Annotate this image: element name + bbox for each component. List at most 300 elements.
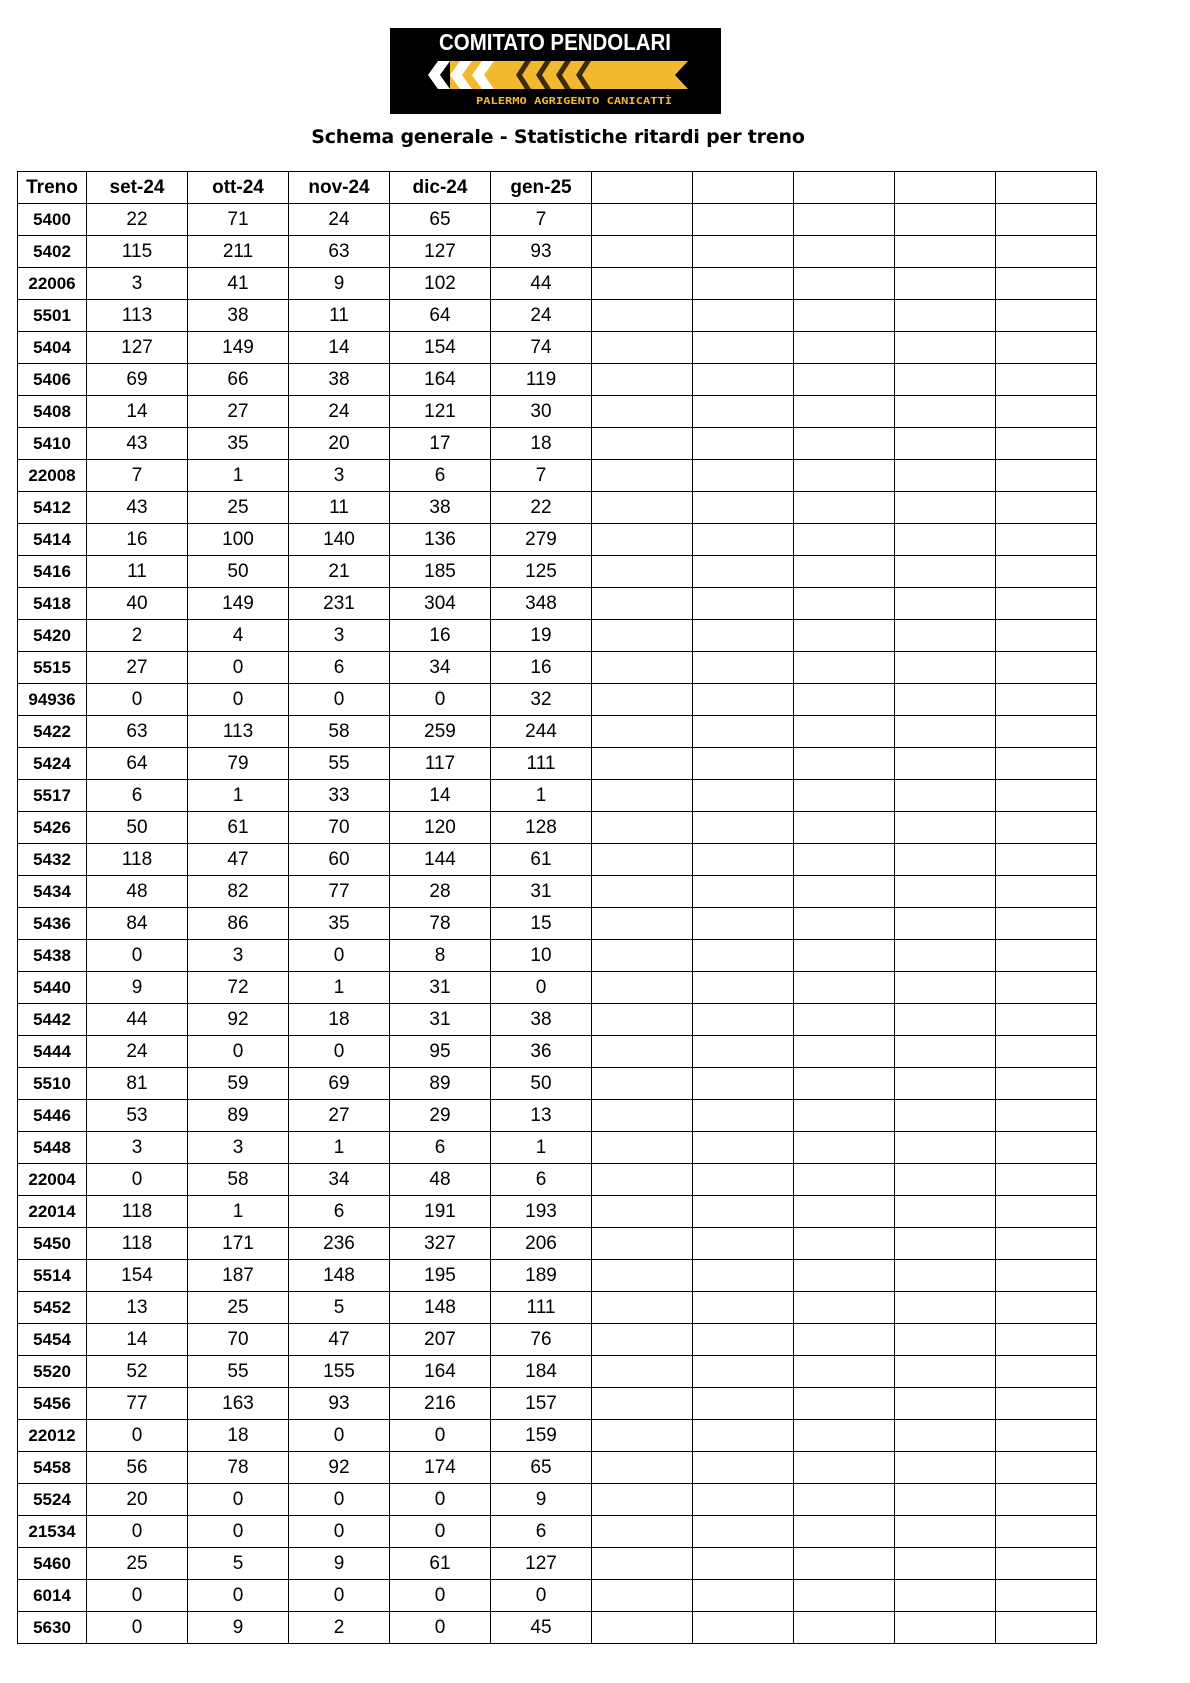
empty-cell (895, 1580, 996, 1612)
delay-cell-ott-24: 0 (188, 684, 289, 716)
table-row (18, 1484, 1097, 1516)
empty-cell (794, 908, 895, 940)
empty-cell (592, 1228, 693, 1260)
delay-cell-ott-24: 86 (188, 908, 289, 940)
delay-cell-ott-24: 25 (188, 492, 289, 524)
delay-cell-gen-25: 7 (491, 204, 592, 236)
empty-cell (895, 396, 996, 428)
delay-cell-dic-24: 121 (390, 396, 491, 428)
empty-cell (996, 1356, 1097, 1388)
delay-cell-dic-24: 38 (390, 492, 491, 524)
delay-cell-gen-25: 19 (491, 620, 592, 652)
empty-cell (592, 1260, 693, 1292)
train-number-cell: 5416 (18, 556, 87, 588)
delay-cell-set-24: 27 (87, 652, 188, 684)
delay-cell-dic-24: 48 (390, 1164, 491, 1196)
empty-cell (996, 1388, 1097, 1420)
empty-cell (794, 1580, 895, 1612)
empty-cell (592, 620, 693, 652)
delay-cell-ott-24: 0 (188, 1580, 289, 1612)
delay-cell-nov-24: 5 (289, 1292, 390, 1324)
delay-cell-set-24: 3 (87, 1132, 188, 1164)
delay-cell-dic-24: 0 (390, 1516, 491, 1548)
empty-cell (693, 1452, 794, 1484)
empty-cell (794, 556, 895, 588)
delay-cell-dic-24: 0 (390, 1484, 491, 1516)
empty-cell (794, 1388, 895, 1420)
train-number-cell: 5406 (18, 364, 87, 396)
empty-cell (693, 1324, 794, 1356)
train-number-cell: 5424 (18, 748, 87, 780)
table-row (18, 396, 1097, 428)
empty-cell (693, 1260, 794, 1292)
train-number-cell: 5520 (18, 1356, 87, 1388)
empty-cell (592, 204, 693, 236)
empty-cell (693, 748, 794, 780)
empty-cell (794, 268, 895, 300)
delay-cell-nov-24: 60 (289, 844, 390, 876)
train-number-cell: 5444 (18, 1036, 87, 1068)
empty-cell (794, 876, 895, 908)
table-row (18, 1068, 1097, 1100)
delay-cell-dic-24: 31 (390, 1004, 491, 1036)
empty-cell (794, 588, 895, 620)
empty-cell (592, 1292, 693, 1324)
delay-cell-nov-24: 58 (289, 716, 390, 748)
empty-cell (693, 236, 794, 268)
delay-cell-dic-24: 127 (390, 236, 491, 268)
train-number-cell: 5514 (18, 1260, 87, 1292)
train-number-cell: 5404 (18, 332, 87, 364)
delay-cell-gen-25: 50 (491, 1068, 592, 1100)
delay-cell-ott-24: 9 (188, 1612, 289, 1644)
empty-cell (592, 844, 693, 876)
delay-cell-gen-25: 15 (491, 908, 592, 940)
delay-cell-dic-24: 174 (390, 1452, 491, 1484)
empty-cell (592, 1164, 693, 1196)
delay-cell-gen-25: 1 (491, 1132, 592, 1164)
delay-cell-ott-24: 149 (188, 332, 289, 364)
delay-cell-gen-25: 6 (491, 1164, 592, 1196)
table-row (18, 1036, 1097, 1068)
delay-cell-set-24: 25 (87, 1548, 188, 1580)
empty-cell (693, 268, 794, 300)
header-dic-24: dic-24 (390, 172, 491, 204)
delay-cell-ott-24: 0 (188, 1036, 289, 1068)
table-row (18, 1452, 1097, 1484)
delay-cell-ott-24: 171 (188, 1228, 289, 1260)
empty-cell (895, 1228, 996, 1260)
delay-cell-dic-24: 117 (390, 748, 491, 780)
train-number-cell: 5426 (18, 812, 87, 844)
empty-cell (592, 1196, 693, 1228)
delay-cell-gen-25: 206 (491, 1228, 592, 1260)
train-number-cell: 5456 (18, 1388, 87, 1420)
train-number-cell: 5450 (18, 1228, 87, 1260)
delay-cell-gen-25: 31 (491, 876, 592, 908)
delay-cell-ott-24: 79 (188, 748, 289, 780)
delay-cell-nov-24: 69 (289, 1068, 390, 1100)
delay-cell-nov-24: 77 (289, 876, 390, 908)
delay-cell-nov-24: 38 (289, 364, 390, 396)
empty-cell (895, 1388, 996, 1420)
delay-cell-set-24: 81 (87, 1068, 188, 1100)
delay-cell-set-24: 24 (87, 1036, 188, 1068)
delay-cell-set-24: 43 (87, 492, 188, 524)
empty-cell (592, 1516, 693, 1548)
empty-cell (592, 876, 693, 908)
delay-cell-gen-25: 111 (491, 748, 592, 780)
empty-cell (592, 460, 693, 492)
delay-cell-gen-25: 157 (491, 1388, 592, 1420)
empty-cell (693, 1580, 794, 1612)
delay-cell-ott-24: 187 (188, 1260, 289, 1292)
empty-cell (996, 396, 1097, 428)
train-number-cell: 5454 (18, 1324, 87, 1356)
delay-cell-set-24: 84 (87, 908, 188, 940)
delay-cell-nov-24: 3 (289, 460, 390, 492)
train-number-cell: 5442 (18, 1004, 87, 1036)
delay-cell-nov-24: 2 (289, 1612, 390, 1644)
empty-cell (592, 1036, 693, 1068)
empty-cell (693, 940, 794, 972)
table-row (18, 780, 1097, 812)
delay-cell-gen-25: 38 (491, 1004, 592, 1036)
empty-cell (895, 460, 996, 492)
empty-cell (794, 1420, 895, 1452)
train-number-cell: 5402 (18, 236, 87, 268)
empty-cell (693, 1164, 794, 1196)
logo-title: COMITATO PENDOLARI (439, 29, 671, 55)
empty-cell (996, 1228, 1097, 1260)
empty-cell (592, 492, 693, 524)
empty-cell (895, 844, 996, 876)
empty-cell (794, 1164, 895, 1196)
empty-cell (794, 780, 895, 812)
empty-cell (592, 1580, 693, 1612)
delay-cell-dic-24: 28 (390, 876, 491, 908)
delay-cell-dic-24: 8 (390, 940, 491, 972)
delay-cell-ott-24: 211 (188, 236, 289, 268)
train-number-cell: 5630 (18, 1612, 87, 1644)
delay-cell-ott-24: 149 (188, 588, 289, 620)
empty-cell (996, 652, 1097, 684)
delay-cell-ott-24: 5 (188, 1548, 289, 1580)
delay-cell-nov-24: 0 (289, 1036, 390, 1068)
empty-cell (592, 556, 693, 588)
empty-cell (895, 556, 996, 588)
delay-cell-set-24: 50 (87, 812, 188, 844)
empty-cell (693, 396, 794, 428)
empty-cell (592, 524, 693, 556)
table-row (18, 460, 1097, 492)
train-number-cell: 5400 (18, 204, 87, 236)
delay-cell-set-24: 154 (87, 1260, 188, 1292)
delay-cell-set-24: 44 (87, 1004, 188, 1036)
empty-cell (996, 940, 1097, 972)
delay-cell-gen-25: 9 (491, 1484, 592, 1516)
empty-cell (996, 844, 1097, 876)
delay-cell-nov-24: 20 (289, 428, 390, 460)
table-row (18, 556, 1097, 588)
delay-cell-set-24: 22 (87, 204, 188, 236)
delay-statistics-table (17, 171, 1097, 1644)
delay-cell-set-24: 0 (87, 684, 188, 716)
train-number-cell: 22006 (18, 268, 87, 300)
train-number-cell: 5517 (18, 780, 87, 812)
table-row (18, 876, 1097, 908)
delay-cell-dic-24: 195 (390, 1260, 491, 1292)
delay-cell-set-24: 0 (87, 1612, 188, 1644)
delay-cell-dic-24: 14 (390, 780, 491, 812)
delay-cell-nov-24: 0 (289, 1580, 390, 1612)
empty-cell (895, 1324, 996, 1356)
empty-cell (592, 1132, 693, 1164)
train-number-cell: 5524 (18, 1484, 87, 1516)
empty-cell (693, 1228, 794, 1260)
delay-cell-dic-24: 0 (390, 1612, 491, 1644)
empty-cell (592, 684, 693, 716)
delay-cell-dic-24: 185 (390, 556, 491, 588)
delay-cell-nov-24: 6 (289, 652, 390, 684)
delay-cell-gen-25: 7 (491, 460, 592, 492)
empty-cell (895, 1100, 996, 1132)
empty-cell (996, 1164, 1097, 1196)
empty-cell (996, 492, 1097, 524)
logo (390, 28, 721, 114)
train-number-cell: 5460 (18, 1548, 87, 1580)
logo-subtitle: PALERMO AGRIGENTO CANICATTÌ (476, 96, 639, 107)
table-row (18, 268, 1097, 300)
delay-cell-nov-24: 93 (289, 1388, 390, 1420)
empty-cell (592, 332, 693, 364)
empty-cell (693, 716, 794, 748)
empty-cell (693, 364, 794, 396)
delay-cell-gen-25: 119 (491, 364, 592, 396)
empty-cell (794, 300, 895, 332)
empty-cell (794, 1548, 895, 1580)
empty-cell (693, 1420, 794, 1452)
table-row (18, 748, 1097, 780)
empty-cell (592, 1324, 693, 1356)
delay-cell-set-24: 48 (87, 876, 188, 908)
empty-cell (996, 1516, 1097, 1548)
empty-cell (895, 236, 996, 268)
train-number-cell: 5515 (18, 652, 87, 684)
empty-cell (895, 1548, 996, 1580)
delay-cell-dic-24: 0 (390, 684, 491, 716)
table-row (18, 1004, 1097, 1036)
train-number-cell: 22008 (18, 460, 87, 492)
empty-cell (794, 1260, 895, 1292)
empty-cell (794, 1356, 895, 1388)
empty-cell (895, 972, 996, 1004)
delay-cell-set-24: 64 (87, 748, 188, 780)
empty-cell (895, 908, 996, 940)
delay-cell-set-24: 0 (87, 1164, 188, 1196)
delay-cell-gen-25: 36 (491, 1036, 592, 1068)
empty-cell (592, 652, 693, 684)
table-row (18, 1548, 1097, 1580)
delay-cell-gen-25: 65 (491, 1452, 592, 1484)
empty-cell (592, 588, 693, 620)
empty-cell (592, 1612, 693, 1644)
delay-cell-ott-24: 55 (188, 1356, 289, 1388)
delay-cell-nov-24: 1 (289, 1132, 390, 1164)
table-row (18, 1612, 1097, 1644)
delay-cell-ott-24: 66 (188, 364, 289, 396)
delay-cell-set-24: 6 (87, 780, 188, 812)
empty-cell (996, 1068, 1097, 1100)
delay-cell-dic-24: 136 (390, 524, 491, 556)
empty-cell (592, 812, 693, 844)
header-empty (693, 172, 794, 204)
delay-cell-set-24: 43 (87, 428, 188, 460)
empty-cell (693, 460, 794, 492)
table-row (18, 1100, 1097, 1132)
delay-cell-nov-24: 1 (289, 972, 390, 1004)
table-row (18, 332, 1097, 364)
delay-cell-ott-24: 59 (188, 1068, 289, 1100)
empty-cell (996, 748, 1097, 780)
delay-cell-ott-24: 113 (188, 716, 289, 748)
empty-cell (794, 364, 895, 396)
empty-cell (996, 428, 1097, 460)
empty-cell (794, 1132, 895, 1164)
delay-cell-gen-25: 111 (491, 1292, 592, 1324)
empty-cell (996, 236, 1097, 268)
empty-cell (895, 300, 996, 332)
table-row (18, 1292, 1097, 1324)
empty-cell (895, 524, 996, 556)
empty-cell (693, 1036, 794, 1068)
empty-cell (996, 1420, 1097, 1452)
delay-cell-gen-25: 348 (491, 588, 592, 620)
delay-cell-nov-24: 3 (289, 620, 390, 652)
delay-cell-dic-24: 17 (390, 428, 491, 460)
empty-cell (693, 620, 794, 652)
delay-cell-gen-25: 0 (491, 972, 592, 1004)
empty-cell (996, 1100, 1097, 1132)
delay-cell-set-24: 0 (87, 1420, 188, 1452)
empty-cell (693, 908, 794, 940)
empty-cell (996, 268, 1097, 300)
delay-cell-set-24: 14 (87, 1324, 188, 1356)
train-number-cell: 5408 (18, 396, 87, 428)
empty-cell (996, 1196, 1097, 1228)
empty-cell (895, 1292, 996, 1324)
delay-cell-set-24: 16 (87, 524, 188, 556)
empty-cell (895, 588, 996, 620)
empty-cell (996, 876, 1097, 908)
empty-cell (693, 1100, 794, 1132)
train-number-cell: 5422 (18, 716, 87, 748)
empty-cell (996, 1452, 1097, 1484)
delay-cell-set-24: 77 (87, 1388, 188, 1420)
empty-cell (794, 1452, 895, 1484)
empty-cell (693, 204, 794, 236)
delay-cell-dic-24: 207 (390, 1324, 491, 1356)
empty-cell (996, 908, 1097, 940)
delay-cell-dic-24: 31 (390, 972, 491, 1004)
table-header-row (18, 172, 1097, 204)
empty-cell (592, 268, 693, 300)
delay-cell-nov-24: 6 (289, 1196, 390, 1228)
delay-cell-gen-25: 18 (491, 428, 592, 460)
delay-cell-dic-24: 0 (390, 1580, 491, 1612)
delay-cell-dic-24: 154 (390, 332, 491, 364)
delay-cell-nov-24: 0 (289, 1516, 390, 1548)
delay-cell-gen-25: 189 (491, 1260, 592, 1292)
delay-cell-dic-24: 327 (390, 1228, 491, 1260)
empty-cell (895, 716, 996, 748)
table-row (18, 684, 1097, 716)
empty-cell (592, 1388, 693, 1420)
empty-cell (693, 524, 794, 556)
delay-cell-nov-24: 24 (289, 396, 390, 428)
delay-cell-gen-25: 61 (491, 844, 592, 876)
empty-cell (895, 332, 996, 364)
delay-cell-ott-24: 72 (188, 972, 289, 1004)
empty-cell (592, 1484, 693, 1516)
table-row (18, 1324, 1097, 1356)
empty-cell (794, 1228, 895, 1260)
delay-cell-set-24: 115 (87, 236, 188, 268)
delay-cell-set-24: 127 (87, 332, 188, 364)
empty-cell (592, 780, 693, 812)
empty-cell (996, 1580, 1097, 1612)
delay-cell-set-24: 7 (87, 460, 188, 492)
empty-cell (996, 300, 1097, 332)
delay-cell-nov-24: 11 (289, 300, 390, 332)
empty-cell (794, 748, 895, 780)
empty-cell (996, 1292, 1097, 1324)
empty-cell (794, 1516, 895, 1548)
empty-cell (592, 428, 693, 460)
train-number-cell: 5410 (18, 428, 87, 460)
empty-cell (996, 364, 1097, 396)
delay-cell-nov-24: 9 (289, 268, 390, 300)
delay-cell-nov-24: 155 (289, 1356, 390, 1388)
empty-cell (693, 844, 794, 876)
train-number-cell: 22004 (18, 1164, 87, 1196)
table-row (18, 908, 1097, 940)
header-nov-24: nov-24 (289, 172, 390, 204)
delay-cell-ott-24: 0 (188, 1516, 289, 1548)
delay-cell-gen-25: 13 (491, 1100, 592, 1132)
delay-cell-nov-24: 33 (289, 780, 390, 812)
header-empty (592, 172, 693, 204)
delay-cell-set-24: 53 (87, 1100, 188, 1132)
empty-cell (794, 332, 895, 364)
delay-cell-ott-24: 71 (188, 204, 289, 236)
empty-cell (693, 1548, 794, 1580)
empty-cell (794, 492, 895, 524)
delay-cell-gen-25: 279 (491, 524, 592, 556)
delay-cell-ott-24: 47 (188, 844, 289, 876)
empty-cell (693, 1004, 794, 1036)
empty-cell (794, 428, 895, 460)
train-number-cell: 5440 (18, 972, 87, 1004)
delay-cell-gen-25: 244 (491, 716, 592, 748)
delay-cell-dic-24: 95 (390, 1036, 491, 1068)
table-row (18, 1164, 1097, 1196)
table-row (18, 428, 1097, 460)
delay-cell-dic-24: 216 (390, 1388, 491, 1420)
delay-cell-ott-24: 18 (188, 1420, 289, 1452)
delay-cell-gen-25: 93 (491, 236, 592, 268)
delay-cell-gen-25: 74 (491, 332, 592, 364)
